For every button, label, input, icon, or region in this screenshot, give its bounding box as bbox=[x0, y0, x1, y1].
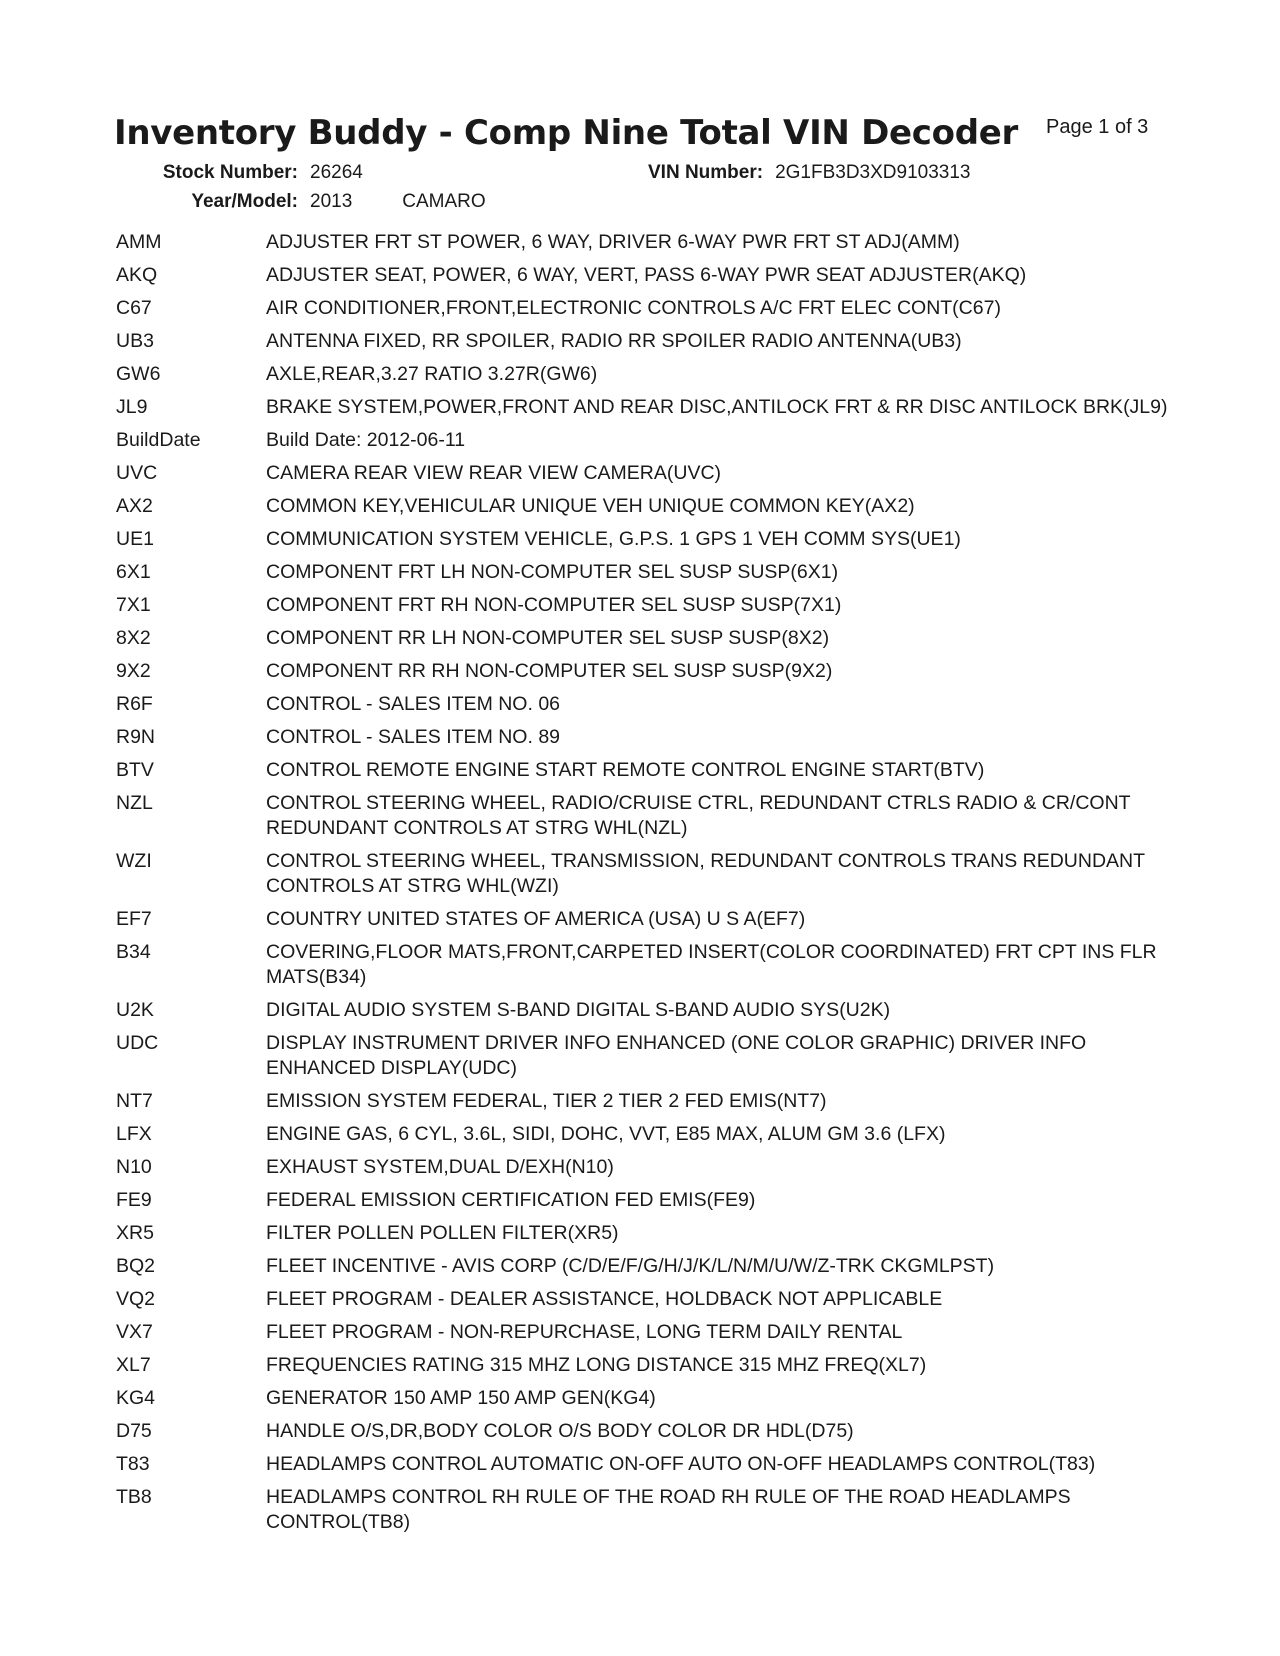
option-row bbox=[116, 1485, 1176, 1535]
option-code: VX7 bbox=[116, 1321, 153, 1343]
option-row bbox=[116, 1452, 1176, 1477]
option-description: COMMON KEY,VEHICULAR UNIQUE VEH UNIQUE COMMON KEY(AX2) bbox=[266, 495, 915, 517]
option-row bbox=[116, 998, 1176, 1023]
option-row bbox=[116, 1386, 1176, 1411]
option-code: BTV bbox=[116, 759, 154, 781]
option-row bbox=[116, 791, 1176, 841]
option-description: FLEET PROGRAM - NON-REPURCHASE, LONG TERM DAILY RENTAL bbox=[266, 1321, 903, 1343]
year-value: 2013 bbox=[310, 191, 353, 212]
stock-number-label: Stock Number: bbox=[162, 162, 298, 183]
option-description: DISPLAY INSTRUMENT DRIVER INFO ENHANCED (ONE COLOR GRAPHIC) DRIVER INFO ENHANCED DISPLAY(UDC) bbox=[266, 1032, 1087, 1079]
option-description: FLEET INCENTIVE - AVIS CORP (C/D/E/F/G/H/J/K/L/N/M/U/W/Z-TRK CKGMLPST) bbox=[266, 1255, 995, 1277]
option-description: CAMERA REAR VIEW REAR VIEW CAMERA(UVC) bbox=[266, 462, 722, 484]
option-row bbox=[116, 659, 1176, 684]
option-row bbox=[116, 1320, 1176, 1345]
option-code: XR5 bbox=[116, 1222, 154, 1244]
option-description: EMISSION SYSTEM FEDERAL, TIER 2 TIER 2 FED EMIS(NT7) bbox=[266, 1090, 827, 1112]
option-code: BuildDate bbox=[116, 429, 201, 451]
option-description: FLEET PROGRAM - DEALER ASSISTANCE, HOLDBACK NOT APPLICABLE bbox=[266, 1288, 943, 1310]
option-code: VQ2 bbox=[116, 1288, 156, 1310]
option-code: GW6 bbox=[116, 363, 161, 385]
option-code: AKQ bbox=[116, 264, 158, 286]
option-code: AX2 bbox=[116, 495, 153, 517]
option-code: R6F bbox=[116, 693, 153, 715]
option-code: XL7 bbox=[116, 1354, 151, 1376]
options-list bbox=[116, 230, 1176, 1543]
option-code: UE1 bbox=[116, 528, 154, 550]
option-description: FILTER POLLEN POLLEN FILTER(XR5) bbox=[266, 1222, 619, 1244]
option-code: UVC bbox=[116, 462, 158, 484]
stock-number-value: 26264 bbox=[310, 162, 363, 183]
option-description: CONTROL STEERING WHEEL, TRANSMISSION, REDUNDANT CONTROLS TRANS REDUNDANT CONTROLS AT STRG WHL(WZI) bbox=[266, 850, 1145, 897]
option-row bbox=[116, 1188, 1176, 1213]
option-description: ADJUSTER FRT ST POWER, 6 WAY, DRIVER 6-WAY PWR FRT ST ADJ(AMM) bbox=[266, 231, 960, 253]
option-description: CONTROL REMOTE ENGINE START REMOTE CONTROL ENGINE START(BTV) bbox=[266, 759, 985, 781]
option-code: 8X2 bbox=[116, 627, 151, 649]
option-code: WZI bbox=[116, 850, 152, 872]
option-description: BRAKE SYSTEM,POWER,FRONT AND REAR DISC,ANTILOCK FRT & RR DISC ANTILOCK BRK(JL9) bbox=[266, 396, 1168, 418]
option-description: FEDERAL EMISSION CERTIFICATION FED EMIS(FE9) bbox=[266, 1189, 756, 1211]
option-row bbox=[116, 1031, 1176, 1081]
option-row bbox=[116, 1353, 1176, 1378]
option-code: NZL bbox=[116, 792, 153, 814]
option-row bbox=[116, 593, 1176, 618]
option-description: ENGINE GAS, 6 CYL, 3.6L, SIDI, DOHC, VVT, E85 MAX, ALUM GM 3.6 (LFX) bbox=[266, 1123, 946, 1145]
option-row bbox=[116, 725, 1176, 750]
option-code: KG4 bbox=[116, 1387, 156, 1409]
option-description: EXHAUST SYSTEM,DUAL D/EXH(N10) bbox=[266, 1156, 614, 1178]
option-code: LFX bbox=[116, 1123, 152, 1145]
option-code: 6X1 bbox=[116, 561, 151, 583]
option-code: T83 bbox=[116, 1453, 150, 1475]
option-description: COUNTRY UNITED STATES OF AMERICA (USA) U S A(EF7) bbox=[266, 908, 806, 930]
option-description: DIGITAL AUDIO SYSTEM S-BAND DIGITAL S-BAND AUDIO SYS(U2K) bbox=[266, 999, 891, 1021]
option-row bbox=[116, 362, 1176, 387]
option-row bbox=[116, 907, 1176, 932]
option-row bbox=[116, 494, 1176, 519]
vin-number-label: VIN Number: bbox=[648, 162, 764, 183]
option-row bbox=[116, 329, 1176, 354]
option-description: CONTROL - SALES ITEM NO. 06 bbox=[266, 693, 561, 715]
option-code: EF7 bbox=[116, 908, 152, 930]
option-row bbox=[116, 560, 1176, 585]
option-description: ADJUSTER SEAT, POWER, 6 WAY, VERT, PASS 6-WAY PWR SEAT ADJUSTER(AKQ) bbox=[266, 264, 1027, 286]
option-description: HANDLE O/S,DR,BODY COLOR O/S BODY COLOR DR HDL(D75) bbox=[266, 1420, 854, 1442]
option-description: CONTROL - SALES ITEM NO. 89 bbox=[266, 726, 561, 748]
option-code: D75 bbox=[116, 1420, 152, 1442]
option-row bbox=[116, 692, 1176, 717]
stock-number-field bbox=[130, 162, 363, 184]
option-row bbox=[116, 1419, 1176, 1444]
page-number: Page 1 of 3 bbox=[1046, 116, 1149, 138]
option-description: AXLE,REAR,3.27 RATIO 3.27R(GW6) bbox=[266, 363, 598, 385]
option-description: HEADLAMPS CONTROL AUTOMATIC ON-OFF AUTO ON-OFF HEADLAMPS CONTROL(T83) bbox=[266, 1453, 1096, 1475]
option-row bbox=[116, 1287, 1176, 1312]
option-code: N10 bbox=[116, 1156, 152, 1178]
option-code: 9X2 bbox=[116, 660, 151, 682]
option-code: 7X1 bbox=[116, 594, 151, 616]
option-description: COVERING,FLOOR MATS,FRONT,CARPETED INSERT(COLOR COORDINATED) FRT CPT INS FLR MATS(B34) bbox=[266, 941, 1157, 988]
option-description: COMPONENT FRT LH NON-COMPUTER SEL SUSP SUSP(6X1) bbox=[266, 561, 839, 583]
option-code: R9N bbox=[116, 726, 156, 748]
option-code: UDC bbox=[116, 1032, 159, 1054]
year-model-field bbox=[130, 191, 486, 213]
option-code: BQ2 bbox=[116, 1255, 156, 1277]
option-description: HEADLAMPS CONTROL RH RULE OF THE ROAD RH RULE OF THE ROAD HEADLAMPS CONTROL(TB8) bbox=[266, 1486, 1071, 1533]
option-row bbox=[116, 1155, 1176, 1180]
option-code: JL9 bbox=[116, 396, 148, 418]
option-description: FREQUENCIES RATING 315 MHZ LONG DISTANCE 315 MHZ FREQ(XL7) bbox=[266, 1354, 927, 1376]
option-row bbox=[116, 263, 1176, 288]
option-row bbox=[116, 428, 1176, 453]
option-code: AMM bbox=[116, 231, 162, 253]
option-code: U2K bbox=[116, 999, 154, 1021]
option-description: ANTENNA FIXED, RR SPOILER, RADIO RR SPOILER RADIO ANTENNA(UB3) bbox=[266, 330, 962, 352]
option-description: GENERATOR 150 AMP 150 AMP GEN(KG4) bbox=[266, 1387, 656, 1409]
page-title: Inventory Buddy - Comp Nine Total VIN Decoder bbox=[114, 113, 1018, 153]
option-row bbox=[116, 230, 1176, 255]
option-row bbox=[116, 940, 1176, 990]
year-model-label: Year/Model: bbox=[191, 191, 298, 212]
option-description: COMPONENT RR LH NON-COMPUTER SEL SUSP SUSP(8X2) bbox=[266, 627, 830, 649]
option-row bbox=[116, 1089, 1176, 1114]
option-code: TB8 bbox=[116, 1486, 152, 1508]
option-row bbox=[116, 758, 1176, 783]
model-value: CAMARO bbox=[402, 191, 486, 212]
vin-number-field bbox=[648, 162, 971, 184]
option-row bbox=[116, 296, 1176, 321]
option-row bbox=[116, 395, 1176, 420]
option-row bbox=[116, 527, 1176, 552]
option-description: COMMUNICATION SYSTEM VEHICLE, G.P.S. 1 GPS 1 VEH COMM SYS(UE1) bbox=[266, 528, 961, 550]
option-code: B34 bbox=[116, 941, 151, 963]
option-code: UB3 bbox=[116, 330, 154, 352]
option-code: NT7 bbox=[116, 1090, 153, 1112]
option-row bbox=[116, 849, 1176, 899]
option-code: C67 bbox=[116, 297, 152, 319]
option-row bbox=[116, 461, 1176, 486]
option-description: COMPONENT FRT RH NON-COMPUTER SEL SUSP SUSP(7X1) bbox=[266, 594, 842, 616]
option-row bbox=[116, 1122, 1176, 1147]
option-description: Build Date: 2012-06-11 bbox=[266, 429, 466, 451]
option-description: COMPONENT RR RH NON-COMPUTER SEL SUSP SUSP(9X2) bbox=[266, 660, 833, 682]
option-row bbox=[116, 1254, 1176, 1279]
option-description: CONTROL STEERING WHEEL, RADIO/CRUISE CTRL, REDUNDANT CTRLS RADIO & CR/CONT REDUNDANT CONTROLS AT STRG WHL(NZL) bbox=[266, 792, 1131, 839]
option-code: FE9 bbox=[116, 1189, 152, 1211]
vin-number-value: 2G1FB3D3XD9103313 bbox=[775, 162, 971, 183]
option-row bbox=[116, 626, 1176, 651]
option-description: AIR CONDITIONER,FRONT,ELECTRONIC CONTROLS A/C FRT ELEC CONT(C67) bbox=[266, 297, 1001, 319]
option-row bbox=[116, 1221, 1176, 1246]
